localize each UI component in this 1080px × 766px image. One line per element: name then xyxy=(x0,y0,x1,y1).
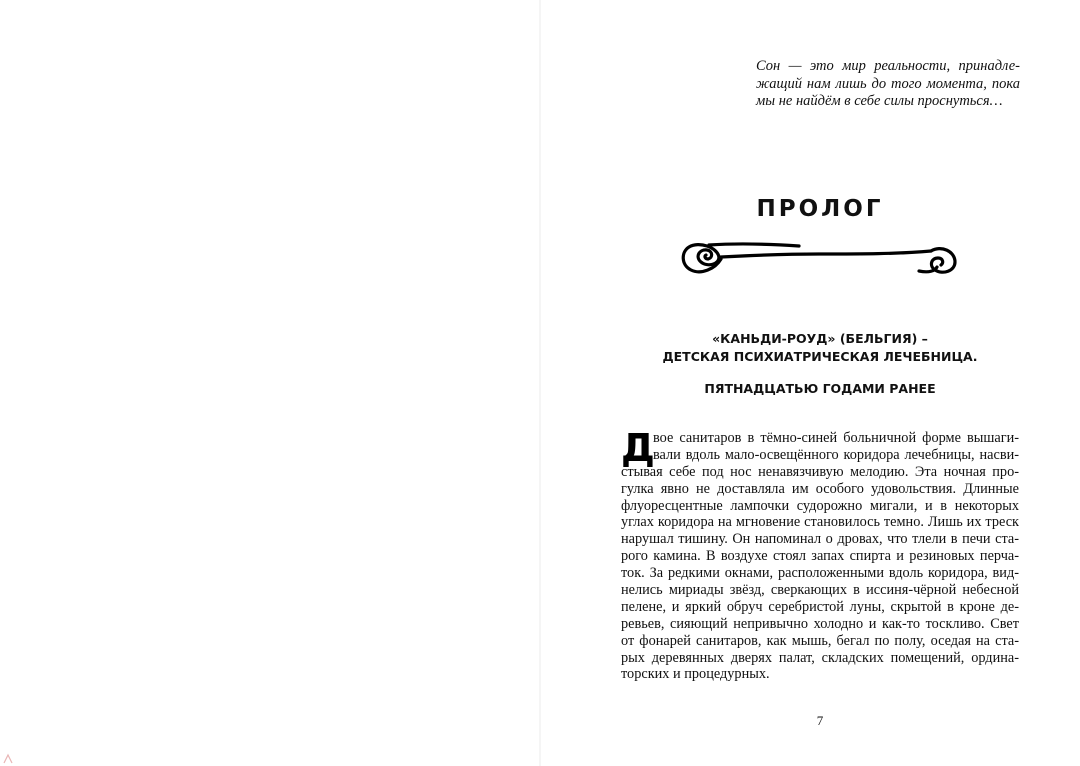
page-number: 7 xyxy=(816,713,824,728)
location-line: «КАНЬДИ-РОУД» (БЕЛЬГИЯ) – xyxy=(712,331,928,346)
drop-cap: Д xyxy=(621,426,655,470)
text-line: нелись мириады звёзд, сверкающих в иссиня-чёрной небесной xyxy=(621,582,1019,599)
text-line: от фонарей санитаров, как мышь, бегал по полу, оседая на ста- xyxy=(621,632,1019,649)
text-line: углах коридора на мгновение становилось темно. Лишь их треск xyxy=(621,514,1019,531)
text-line: ревьев, сияющий непривычно холодно и как-то тоскливо. Свет xyxy=(621,615,1019,632)
chapter-title: ПРОЛОГ xyxy=(756,196,884,222)
text-line: ток. За редкими окнами, расположенными вдоль коридора, вид- xyxy=(621,565,1019,582)
page-gutter xyxy=(539,0,541,766)
text-line: вое санитаров в тёмно-синей больничной форме вышаги- xyxy=(653,430,1019,446)
epigraph-line: Сон — это мир реальности, принадле- xyxy=(756,58,1020,74)
body-paragraph xyxy=(621,426,1019,683)
text-line: торских и процедурных. xyxy=(621,666,770,683)
text-line: вали вдоль мало-освещённого коридора лечебницы, насви- xyxy=(653,446,1019,463)
chapter-time: ПЯТНАДЦАТЬЮ ГОДАМИ РАНЕЕ xyxy=(704,381,936,396)
text-line: стывая себе под нос ненавязчивую мелодию. Эта ночная про- xyxy=(621,463,1019,480)
text-line: пелене, и яркий обруч серебристой луны, скрытой в кроне де- xyxy=(621,598,1019,615)
text-line: рого камина. В воздухе стоял запах спирта и резиновых перча- xyxy=(621,548,1019,565)
epigraph xyxy=(756,58,1020,111)
epigraph-line: жащий нам лишь до того момента, пока xyxy=(756,75,1020,92)
location-line: ДЕТСКАЯ ПСИХИАТРИЧЕСКАЯ ЛЕЧЕБНИЦА. xyxy=(662,349,978,364)
text-line: рых деревянных дверях палат, складских помещений, ордина- xyxy=(621,649,1019,666)
text-line: нарушал тишину. Он напоминал о дровах, что тлели в печи ста- xyxy=(621,531,1019,548)
scroll-ornament-icon xyxy=(679,237,963,277)
corner-mark-icon xyxy=(2,752,14,764)
chapter-location xyxy=(620,330,1020,366)
epigraph-line: мы не найдём в себе силы проснуться… xyxy=(756,93,1003,109)
text-line: гулка явно не доставляла им особого удовольствия. Длинные xyxy=(621,480,1019,497)
text-line: флуоресцентные лампочки судорожно мигали, и в некоторых xyxy=(621,497,1019,514)
